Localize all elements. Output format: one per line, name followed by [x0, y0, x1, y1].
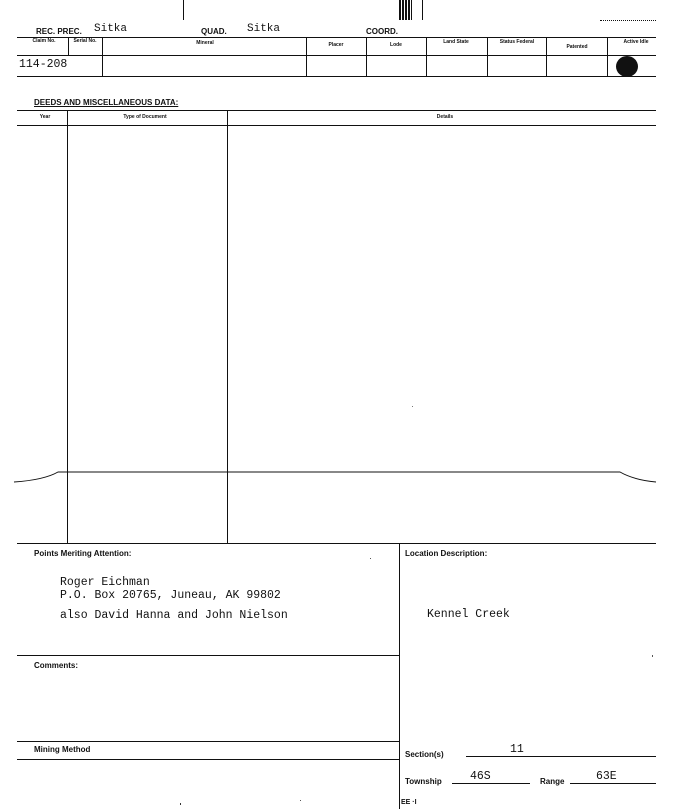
location-label: Location Description: [405, 549, 488, 558]
fold-crease [0, 466, 678, 490]
section-label: Section(s) [405, 750, 444, 759]
claim-col-div-3 [306, 37, 307, 76]
township-value: 46S [470, 770, 491, 783]
deeds-top-rule [17, 110, 656, 111]
coord-label: COORD. [366, 27, 398, 36]
scan-speck [370, 558, 371, 559]
points-label: Points Meriting Attention: [34, 549, 132, 558]
claim-no-value: 114-208 [19, 58, 68, 71]
top-tick-right [422, 0, 423, 20]
header-top-rule [600, 20, 656, 21]
township-label: Township [405, 777, 442, 786]
bottom-top-rule [17, 543, 656, 544]
quad-value: Sitka [247, 23, 281, 35]
quad-label: QUAD. [201, 27, 227, 36]
comments-top-rule [17, 655, 399, 656]
location-value: Kennel Creek [427, 608, 510, 621]
points-line-1: Roger Eichman [60, 576, 150, 589]
mining-bottom-rule [17, 759, 399, 760]
top-tick-left [183, 0, 184, 20]
comments-label: Comments: [34, 661, 79, 670]
footer-mark: EE ·I [401, 799, 417, 806]
claim-col-div-4 [366, 37, 367, 76]
bottom-center-div [399, 543, 400, 809]
range-value-line [570, 783, 656, 784]
col-serial-no: Serial No. [73, 38, 97, 44]
points-line-2: P.O. Box 20765, Juneau, AK 99802 [60, 589, 281, 602]
deeds-col-year: Year [39, 114, 51, 120]
claim-col-div-6 [487, 37, 488, 76]
active-idle-punch [616, 56, 638, 77]
col-lode: Lode [390, 42, 402, 48]
township-value-line [452, 783, 530, 784]
col-land-state: Land State [443, 39, 469, 45]
scan-speck [300, 800, 301, 801]
col-mineral: Mineral [196, 40, 214, 46]
claim-table-bottom [17, 76, 656, 77]
points-line-3: also David Hanna and John Nielson [60, 609, 288, 622]
col-claim-no: Claim No. [32, 38, 56, 44]
deeds-title: DEEDS AND MISCELLANEOUS DATA: [34, 98, 179, 107]
claim-col-div-8 [607, 37, 608, 76]
col-placer: Placer [328, 42, 344, 48]
rec-prec-label: REC. PREC. [36, 27, 82, 36]
col-patented: Patented [566, 44, 588, 50]
claim-col-div-5 [426, 37, 427, 76]
claim-col-div-1 [68, 37, 69, 55]
range-value: 63E [596, 770, 617, 783]
scan-speck [180, 803, 181, 805]
deeds-col-details: Details [436, 114, 454, 120]
scan-speck [652, 655, 653, 657]
claim-col-div-7 [546, 37, 547, 76]
deeds-col-type: Type of Document [123, 114, 167, 120]
claim-col-div-2 [102, 37, 103, 76]
punch-mark [399, 0, 412, 20]
claim-table-header-rule [17, 55, 656, 56]
col-status-federal: Status Federal [499, 39, 535, 45]
rec-prec-value: Sitka [94, 23, 128, 35]
deeds-header-rule [17, 125, 656, 126]
mining-label: Mining Method [34, 745, 91, 754]
mining-top-rule [17, 741, 399, 742]
claim-table-top [17, 37, 656, 38]
section-value-line [466, 756, 656, 757]
col-active-idle: Active Idle [623, 39, 649, 45]
section-value: 11 [510, 743, 524, 756]
scan-speck [412, 406, 413, 407]
range-label: Range [540, 777, 565, 786]
